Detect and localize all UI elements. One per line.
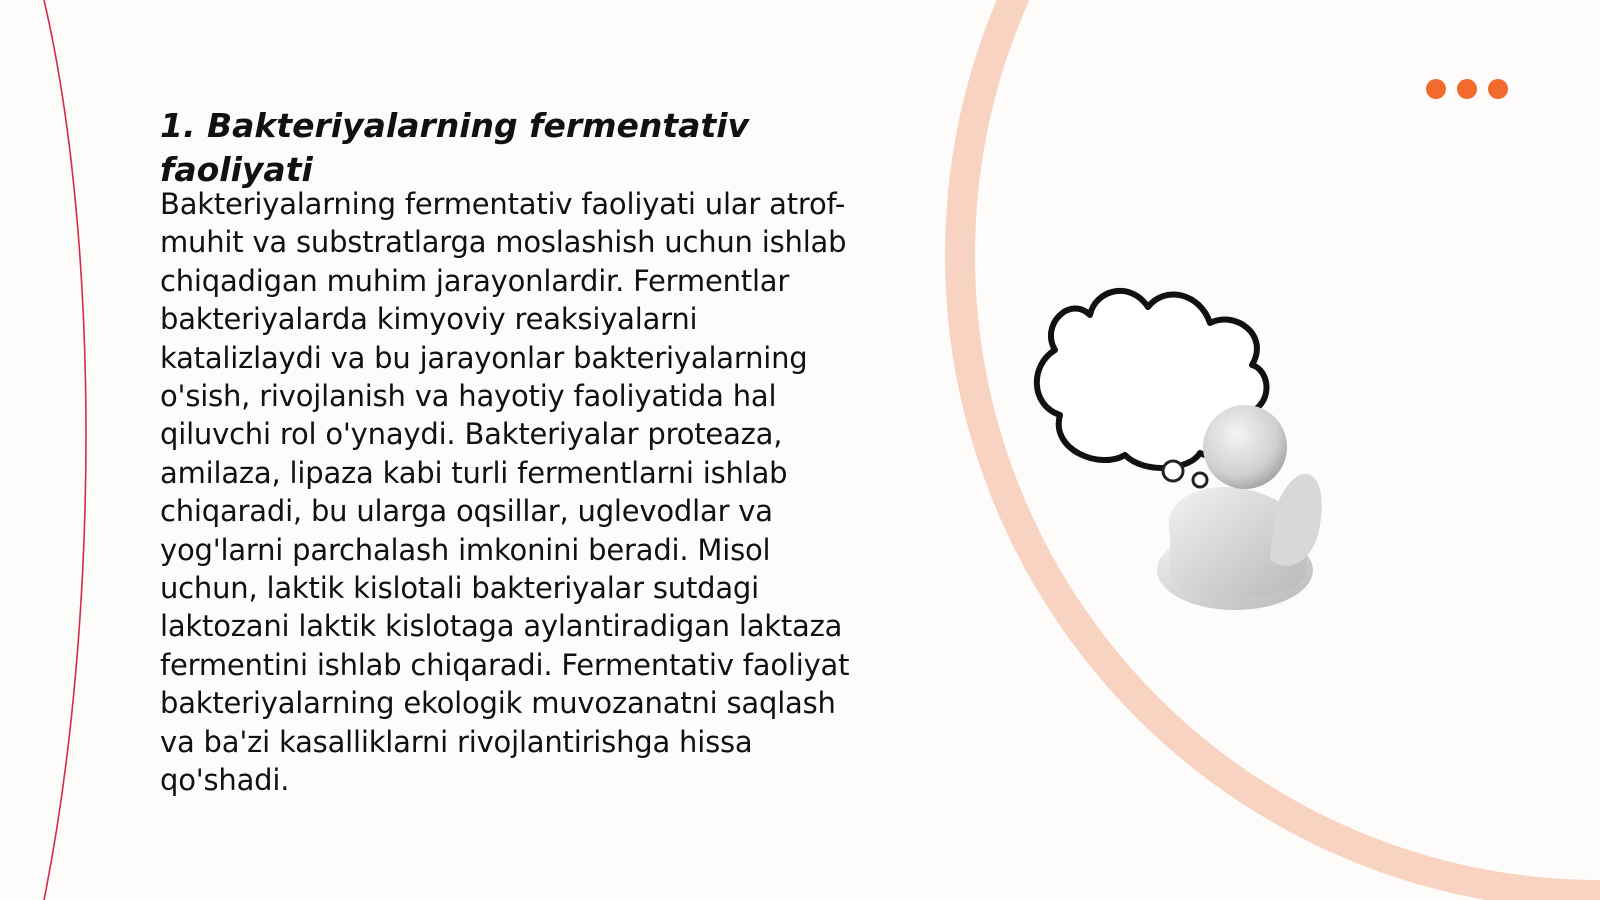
dot-1[interactable]	[1426, 79, 1446, 99]
more-dots-icon[interactable]	[1426, 79, 1508, 99]
slide-title: 1. Bakteriyalarning fermentativ faoliyati	[160, 106, 750, 189]
thinking-person-icon	[1030, 275, 1350, 615]
slide-body-text: Bakteriyalarning fermentativ faoliyati ular atrof-muhit va substratlarga moslashish uchun ishlab chiqadigan muhim jarayonlardir. Fermentlar bakteriyalarda kimyoviy reaksiyalarni katalizlaydi va bu jarayonlar bakteriyalarning o'sish, rivojlanish va hayotiy faoliyatida hal qiluvchi rol o'ynaydi. Bakteriyalar proteaza, amilaza, lipaza kabi turli fermentlarni ishlab chiqaradi, bu ularga oqsillar, uglevodlar va yog'larni parchalash imkonini beradi. Misol uchun, laktik kislotali bakteriyalar sutdagi laktozani laktik kislotaga aylantiradigan laktaza fermentini ishlab chiqaradi. Fermentativ faoliyat bakteriyalarning ekologik muvozanatni saqlash va ba'zi kasalliklarni rivojlantirishga hissa qo'shadi.	[160, 187, 850, 798]
dot-2[interactable]	[1457, 79, 1477, 99]
left-curve-line	[44, 0, 86, 900]
dot-3[interactable]	[1488, 79, 1508, 99]
